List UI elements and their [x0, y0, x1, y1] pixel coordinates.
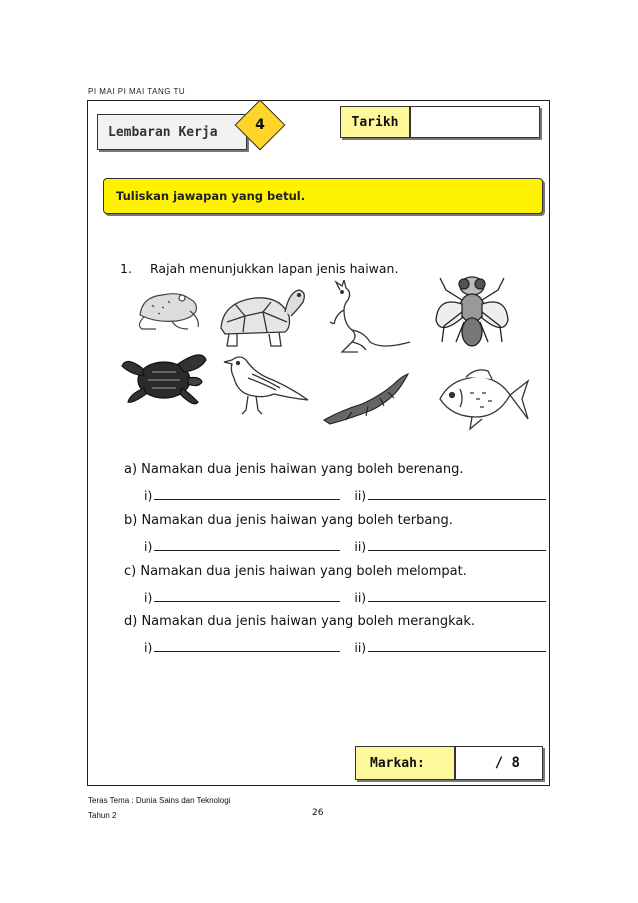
question-number: 1.: [120, 261, 132, 276]
answer-label-i: i): [144, 590, 153, 605]
footer-year: Tahun 2: [88, 811, 117, 820]
worksheet-label-box: [97, 114, 247, 150]
answer-field-b-i[interactable]: [154, 538, 340, 551]
answer-label-ii: ii): [354, 539, 367, 554]
answer-field-d-ii[interactable]: [368, 639, 546, 652]
score-field[interactable]: [455, 746, 543, 780]
header-note: PI MAI PI MAI TANG TU: [88, 87, 186, 96]
instruction-text: Tuliskan jawapan yang betul.: [116, 189, 306, 203]
crocodile-icon: [322, 370, 412, 426]
answer-field-d-i[interactable]: [154, 639, 340, 652]
fish-icon: [436, 365, 532, 433]
sea-turtle-icon: [118, 346, 208, 412]
answer-label-ii: ii): [354, 488, 367, 503]
footer-theme: Teras Tema : Dunia Sains dan Teknologi: [88, 796, 231, 805]
subquestion-a: a) Namakan dua jenis haiwan yang boleh berenang.: [124, 462, 464, 477]
answer-field-b-ii[interactable]: [368, 538, 546, 551]
score-label: Markah:: [370, 755, 425, 771]
answer-field-c-i[interactable]: [154, 589, 340, 602]
answer-label-i: i): [144, 488, 153, 503]
answer-label-ii: ii): [354, 590, 367, 605]
instruction-box: [103, 178, 543, 214]
subquestion-b: b) Namakan dua jenis haiwan yang boleh terbang.: [124, 513, 453, 528]
date-label: Tarikh: [351, 114, 399, 130]
answer-row-a: [144, 487, 546, 503]
score-label-box: [355, 746, 455, 780]
score-total: / 8: [494, 755, 520, 771]
answer-label-i: i): [144, 539, 153, 554]
tortoise-icon: [215, 282, 307, 352]
answer-field-a-i[interactable]: [154, 487, 340, 500]
answer-row-c: [144, 589, 546, 605]
date-label-box: [340, 106, 410, 138]
worksheet-number: 4: [255, 117, 265, 133]
answer-row-b: [144, 538, 546, 554]
page-number: 26: [312, 808, 324, 818]
frog-icon: [132, 285, 210, 335]
fly-icon: [432, 266, 512, 356]
answer-label-ii: ii): [354, 640, 367, 655]
bird-icon: [218, 348, 310, 418]
worksheet-label: Lembaran Kerja: [108, 124, 218, 140]
answer-label-i: i): [144, 640, 153, 655]
answer-field-a-ii[interactable]: [368, 487, 546, 500]
subquestion-c: c) Namakan dua jenis haiwan yang boleh melompat.: [124, 564, 467, 579]
question-text: Rajah menunjukkan lapan jenis haiwan.: [150, 261, 399, 276]
answer-row-d: [144, 639, 546, 655]
date-field[interactable]: [410, 106, 540, 138]
subquestion-d: d) Namakan dua jenis haiwan yang boleh merangkak.: [124, 614, 476, 629]
kangaroo-icon: [322, 280, 412, 360]
answer-field-c-ii[interactable]: [368, 589, 546, 602]
